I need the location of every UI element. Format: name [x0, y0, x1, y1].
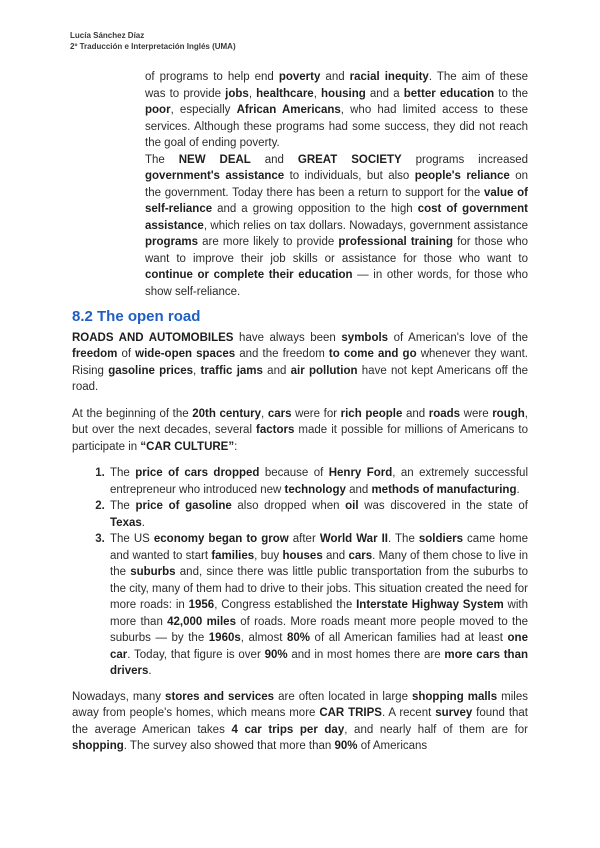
- paragraph: At the beginning of the 20th century, cars were for rich people and roads were rough, but over the next decades, several factors made it possible for millions of Americans to participate in “CAR CULTURE”:: [72, 407, 528, 453]
- emphasis: rough: [492, 407, 525, 420]
- emphasis: value of self-reliance: [145, 186, 528, 215]
- emphasis: symbols: [341, 331, 389, 344]
- emphasis: GREAT SOCIETY: [297, 153, 402, 166]
- emphasis: families: [211, 549, 255, 562]
- emphasis: African Americans: [236, 104, 341, 116]
- paragraph: ROADS AND AUTOMOBILES have always been symbols of American's love of the freedom of wide-open spaces and the freedom to come and go whenever they want. Rising gasoline prices, traffic jams and air pollution have not kept Americans off the road.: [72, 331, 529, 393]
- emphasis: oil: [345, 500, 359, 512]
- emphasis: World War II: [319, 533, 388, 545]
- emphasis: cars: [267, 407, 292, 420]
- emphasis: 1960s: [208, 632, 241, 644]
- section-heading: 8.2 The open road: [72, 308, 201, 325]
- emphasis: shopping malls: [411, 690, 498, 703]
- emphasis: shopping: [72, 740, 124, 752]
- emphasis: stores and services: [165, 690, 275, 703]
- emphasis: rich people: [340, 407, 403, 420]
- emphasis: 42,000 miles: [167, 615, 236, 628]
- emphasis: price of gasoline: [135, 500, 232, 512]
- emphasis: continue or complete their education: [145, 269, 353, 281]
- emphasis: one car: [110, 632, 528, 661]
- list-item: 1. The price of cars dropped because of Henry Ford, an extremely successful entrepreneur who introduced new technology and methods of manufacturing.: [108, 465, 528, 498]
- paragraph: The NEW DEAL and GREAT SOCIETY programs increased government's assistance to individuals, but also people's reliance on the government. Today there has been a return to support for the value of self-reliance and a growing opposition to the high cost of government assistance, which relies on tax dollars. Nowadays, government assistance programs are more likely to provide professional training for those who want to improve their job skills or assistance for those who want to continue or complete their education — in other words, for those who show self-reliance.: [145, 153, 529, 298]
- indented-block: [145, 69, 528, 300]
- emphasis: cars: [348, 549, 373, 562]
- author-name: Lucía Sánchez Díaz: [70, 31, 145, 40]
- emphasis: Henry Ford: [328, 467, 393, 479]
- emphasis: racial inequity: [349, 71, 429, 83]
- course-name: 2º Traducción e Interpretación Inglés (UMA): [70, 42, 236, 51]
- emphasis: suburbs: [130, 566, 176, 578]
- emphasis: 1956: [188, 599, 215, 611]
- emphasis: “CAR CULTURE”: [140, 440, 235, 453]
- emphasis: 90%: [334, 740, 358, 752]
- emphasis: people's reliance: [414, 170, 510, 182]
- emphasis: housing: [321, 87, 366, 100]
- emphasis: factors: [256, 424, 295, 436]
- emphasis: freedom: [72, 348, 118, 360]
- emphasis: soldiers: [418, 533, 463, 545]
- emphasis: better education: [403, 87, 495, 100]
- emphasis: healthcare: [256, 87, 314, 100]
- emphasis: 80%: [286, 632, 310, 644]
- emphasis: gasoline prices: [108, 364, 194, 377]
- emphasis: poverty: [278, 71, 321, 83]
- factor-list: [72, 465, 528, 680]
- emphasis: economy began to grow: [153, 533, 289, 545]
- document-body: [72, 69, 528, 765]
- page-header: [70, 30, 236, 52]
- emphasis: 20th century: [192, 407, 262, 420]
- emphasis: government's assistance: [145, 170, 285, 182]
- emphasis: air pollution: [290, 364, 358, 377]
- emphasis: survey: [435, 707, 473, 719]
- emphasis: price of cars dropped: [135, 467, 260, 479]
- emphasis: technology: [284, 483, 346, 496]
- emphasis: methods of manufacturing: [371, 483, 517, 496]
- emphasis: jobs: [225, 87, 249, 100]
- emphasis: 4 car trips per day: [231, 723, 345, 736]
- emphasis: houses: [282, 549, 323, 562]
- emphasis: traffic jams: [200, 364, 263, 377]
- paragraph: of programs to help end poverty and racial inequity. The aim of these was to provide jobs, healthcare, housing and a better education to the poor, especially African Americans, who had limited access to these services. Although these programs had some success, they did not reach the goal of ending poverty.: [145, 71, 529, 149]
- paragraph: Nowadays, many stores and services are often located in large shopping malls miles away from people's homes, which means more CAR TRIPS. A recent survey found that the average American takes 4 car trips per day, and nearly half of them are for shopping. The survey also showed that more than 90% of Americans: [72, 690, 529, 752]
- emphasis: roads: [428, 407, 461, 420]
- emphasis: professional training: [338, 236, 454, 248]
- emphasis: programs: [145, 236, 199, 248]
- list-item: 2. The price of gasoline also dropped when oil was discovered in the state of Texas.: [108, 498, 528, 531]
- emphasis: CAR TRIPS: [319, 707, 382, 719]
- emphasis: 90%: [264, 648, 288, 661]
- list-item: 3. The US economy began to grow after World War II. The soldiers came home and wanted to start families, buy houses and cars. Many of them chose to live in the suburbs and, since there was little public transportation from the suburbs to the city, many of them had to drive to their jobs. This situation created the need for more roads: in 1956, Congress established the Interstate Highway System with more than 42,000 miles of roads. More roads meant more people moved to the suburbs — by the 1960s, almost 80% of all American families had at least one car. Today, that figure is over 90% and in most homes there are more cars than drivers.: [108, 531, 528, 680]
- emphasis: cost of government assistance: [145, 203, 528, 232]
- emphasis: NEW DEAL: [178, 153, 251, 166]
- emphasis: Interstate Highway System: [356, 599, 504, 611]
- emphasis: poor: [145, 104, 171, 116]
- emphasis: to come and go: [328, 348, 417, 360]
- emphasis: ROADS AND AUTOMOBILES: [72, 331, 234, 344]
- emphasis: more cars than drivers: [110, 648, 529, 677]
- emphasis: Texas: [110, 516, 142, 529]
- emphasis: wide-open spaces: [135, 348, 236, 360]
